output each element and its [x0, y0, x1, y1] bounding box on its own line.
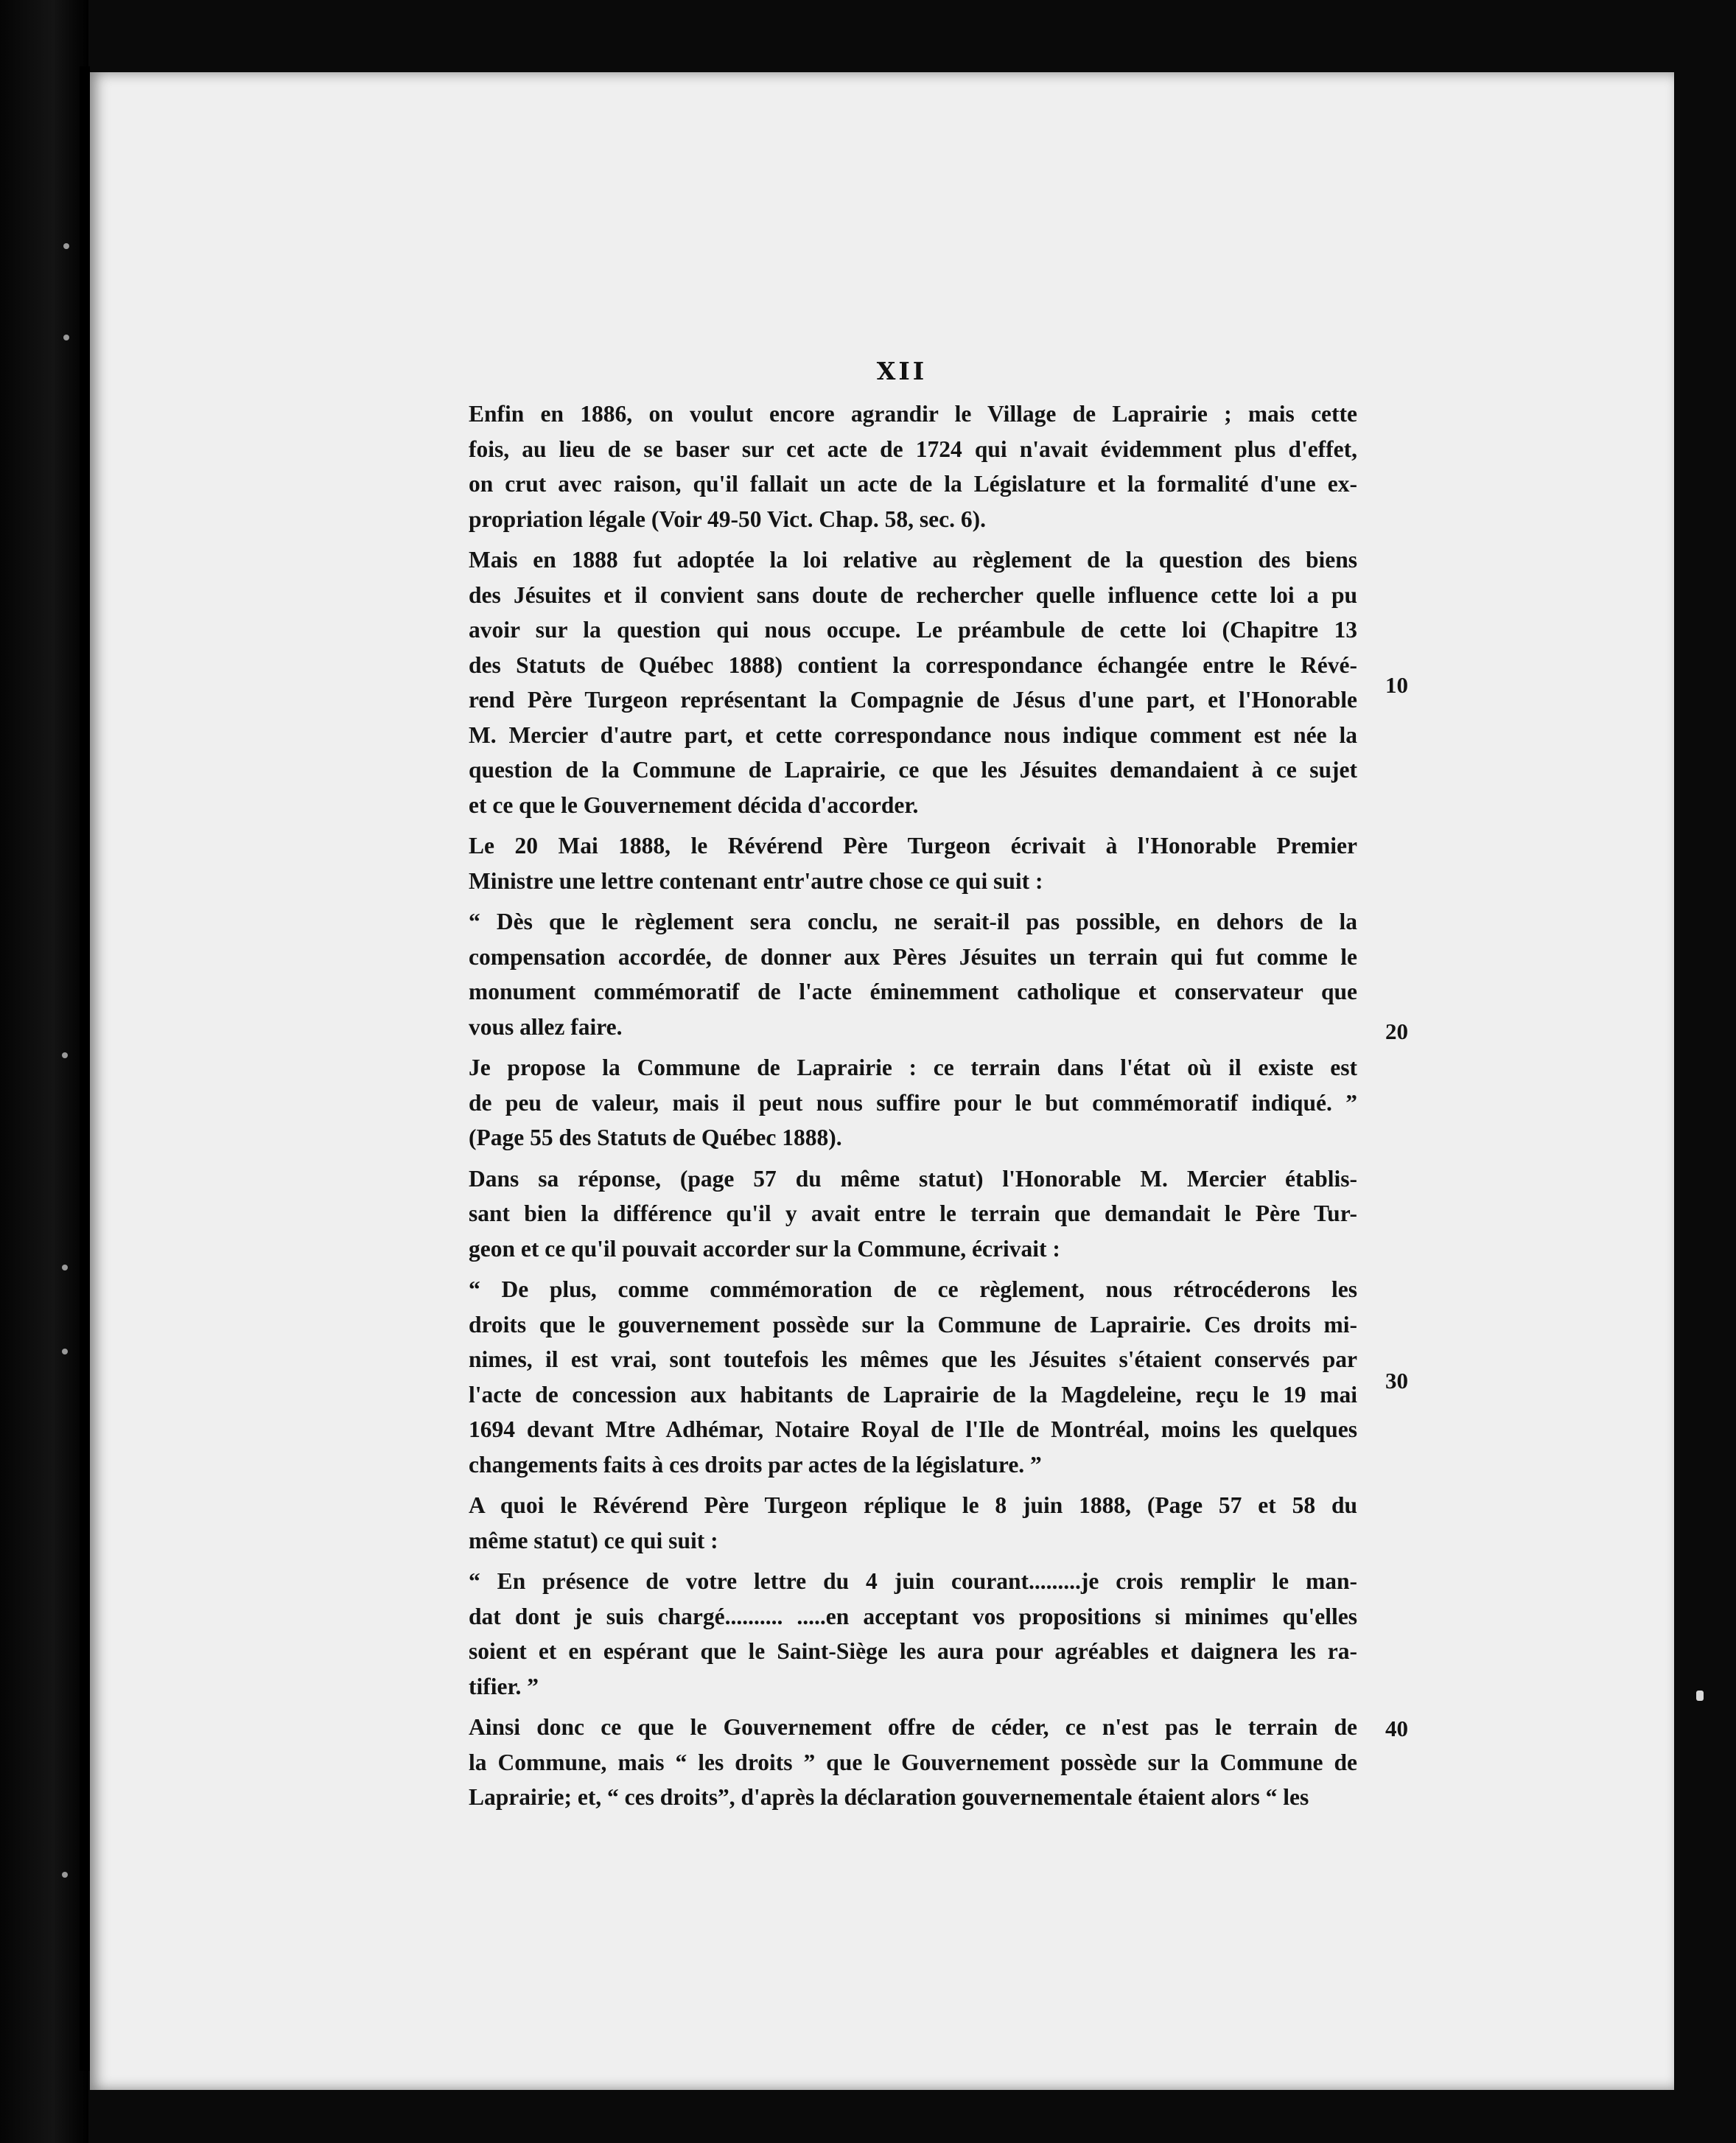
text-line: 1694 devant Mtre Adhémar, Notaire Royal de l'Ile de Montréal, moins les quelques: [469, 1416, 1357, 1442]
quoted-paragraph: [413, 1050, 1357, 1156]
paragraph: [413, 396, 1357, 536]
text-line: tifier. ”: [469, 1673, 539, 1699]
left-gutter: [0, 0, 88, 2143]
scan-speck: [62, 1265, 68, 1270]
text-line: la Commune, mais “ les droits ” que le Gouvernement possède sur la Commune de: [469, 1749, 1357, 1775]
paragraph: [413, 828, 1357, 898]
text-line: Ministre une lettre contenant entr'autre chose ce qui suit :: [469, 867, 1043, 894]
text-line: Le 20 Mai 1888, le Révérend Père Turgeon écrivait à l'Honorable Premier: [469, 833, 1357, 859]
text-line: dat dont je suis chargé.......... .....en acceptant vos propositions si minimes qu'elles: [469, 1603, 1357, 1629]
text-line: propriation légale (Voir 49-50 Vict. Chap. 58, sec. 6).: [469, 506, 987, 532]
text-line: des Statuts de Québec 1888) contient la correspondance échangée entre le Révé-: [469, 651, 1357, 678]
text-line: Mais en 1888 fut adoptée la loi relative au règlement de la question des biens: [469, 547, 1357, 573]
line-number: 10: [1385, 672, 1408, 698]
text-line: droits que le gouvernement possède sur la Commune de Laprairie. Ces droits mi-: [469, 1311, 1357, 1338]
text-line: Ainsi donc ce que le Gouvernement offre de céder, ce n'est pas le terrain de: [469, 1714, 1357, 1740]
text-line: Je propose la Commune de Laprairie : ce terrain dans l'état où il existe est: [469, 1055, 1357, 1080]
text-line: sant bien la différence qu'il y avait entre le terrain que demandait le Père Tur-: [469, 1200, 1357, 1226]
text-line: Dans sa réponse, (page 57 du même statut) l'Honorable M. Mercier établis-: [469, 1165, 1357, 1192]
body-text: [413, 396, 1357, 1821]
text-line: l'acte de concession aux habitants de Laprairie de la Magdeleine, reçu le 19 mai: [469, 1381, 1357, 1408]
paragraph: [413, 542, 1357, 822]
text-line: changements faits à ces droits par actes de la législature. ”: [469, 1451, 1042, 1478]
text-line: et ce que le Gouvernement décida d'accorder.: [469, 791, 919, 818]
paragraph: [413, 1488, 1357, 1558]
quoted-paragraph: [413, 904, 1357, 1044]
text-line: “ De plus, comme commémoration de ce règlement, nous rétrocéderons les: [469, 1276, 1357, 1302]
text-line: des Jésuites et il convient sans doute de rechercher quelle influence cette loi a pu: [469, 581, 1357, 608]
text-line: monument commémoratif de l'acte éminemment catholique et conservateur que: [469, 979, 1357, 1004]
text-line: vous allez faire.: [469, 1013, 623, 1040]
scan-speck: [62, 1052, 68, 1058]
text-line: A quoi le Révérend Père Turgeon réplique le 8 juin 1888, (Page 57 et 58 du: [469, 1492, 1357, 1518]
text-line: de peu de valeur, mais il peut nous suffire pour le but commémoratif indiqué. ”: [469, 1089, 1357, 1116]
line-number: 20: [1385, 1018, 1408, 1044]
text-line: nimes, il est vrai, sont toutefois les mêmes que les Jésuites s'étaient conservés par: [469, 1346, 1357, 1372]
text-line: (Page 55 des Statuts de Québec 1888).: [469, 1125, 842, 1150]
paragraph: [413, 1710, 1357, 1815]
text-line: “ Dès que le règlement sera conclu, ne serait-il pas possible, en dehors de la: [469, 909, 1357, 934]
text-line: avoir sur la question qui nous occupe. Le préambule de cette loi (Chapitre 13: [469, 617, 1357, 643]
paragraph: [413, 1161, 1357, 1267]
text-line: Enfin en 1886, on voulut encore agrandir le Village de Laprairie ; mais cette: [469, 401, 1357, 427]
text-line: Laprairie; et, “ ces droits”, d'après la déclaration gouvernementale étaient alors “ les: [469, 1784, 1309, 1810]
text-line: on crut avec raison, qu'il fallait un acte de la Législature et la formalité d'une ex-: [469, 471, 1357, 497]
text-line: soient et en espérant que le Saint-Siège les aura pour agréables et daignera les ra-: [469, 1638, 1357, 1664]
text-line: M. Mercier d'autre part, et cette correspondance nous indique comment est née la: [469, 721, 1357, 748]
binding-edge: [80, 66, 90, 2071]
text-line: fois, au lieu de se baser sur cet acte de 1724 qui n'avait évidemment plus d'effet,: [469, 436, 1357, 462]
scan-speck: [63, 243, 69, 249]
text-line: question de la Commune de Laprairie, ce que les Jésuites demandaient à ce sujet: [469, 757, 1357, 783]
running-head: XII: [876, 357, 928, 385]
text-line: compensation accordée, de donner aux Pères Jésuites un terrain qui fut comme le: [469, 943, 1357, 970]
scan-speck: [63, 335, 69, 340]
scan-speck: [1696, 1691, 1704, 1701]
text-line: même statut) ce qui suit :: [469, 1527, 718, 1553]
quoted-paragraph: [413, 1272, 1357, 1482]
line-number: 30: [1385, 1368, 1408, 1394]
text-line: “ En présence de votre lettre du 4 juin courant.........je crois remplir le man-: [469, 1568, 1357, 1594]
quoted-paragraph: [413, 1564, 1357, 1704]
line-number: 40: [1385, 1716, 1408, 1741]
text-line: geon et ce qu'il pouvait accorder sur la Commune, écrivait :: [469, 1235, 1060, 1262]
text-line: rend Père Turgeon représentant la Compagnie de Jésus d'une part, et l'Honorable: [469, 687, 1357, 713]
scan-speck: [62, 1872, 68, 1878]
scan-speck: [62, 1349, 68, 1354]
